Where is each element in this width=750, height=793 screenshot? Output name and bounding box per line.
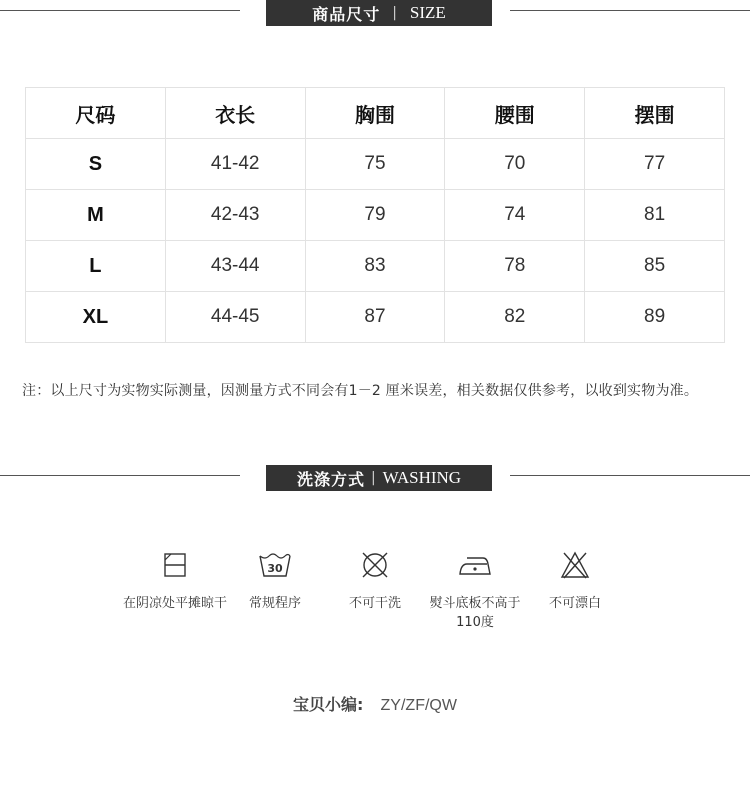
- bust-cell: 75: [305, 139, 445, 190]
- care-label: 常规程序: [248, 596, 301, 611]
- size-cell: XL: [26, 292, 166, 343]
- care-label: 在阴凉处平摊晾干: [122, 596, 227, 611]
- wash-title-en: WASHING: [382, 468, 462, 487]
- care-item-no-dry-clean: [320, 550, 430, 613]
- header-length: 衣长: [165, 88, 305, 139]
- size-cell: S: [26, 139, 166, 190]
- waist-cell: 78: [445, 241, 585, 292]
- care-label: 熨斗底板不高于110度: [429, 596, 521, 630]
- table-row: [26, 292, 725, 343]
- editor-credit: [0, 692, 750, 715]
- table-row: [26, 241, 725, 292]
- care-label: 不可干洗: [348, 596, 401, 611]
- size-title-en: SIZE: [409, 3, 446, 22]
- size-section-banner: [266, 0, 492, 26]
- dry-flat-shade-icon: [160, 550, 190, 580]
- care-item-iron-low: [420, 550, 530, 632]
- size-title-separator: |: [392, 5, 398, 21]
- size-section-header: [0, 0, 750, 26]
- wash-section-banner: [266, 465, 492, 491]
- waist-cell: 74: [445, 190, 585, 241]
- header-divider-right: [510, 10, 750, 11]
- size-cell: L: [26, 241, 166, 292]
- header-hem: 摆围: [585, 88, 725, 139]
- length-cell: 41-42: [165, 139, 305, 190]
- care-label: 不可漂白: [548, 596, 601, 611]
- header-divider-left: [0, 10, 240, 11]
- wash-30-icon: [257, 550, 293, 580]
- table-row: [26, 139, 725, 190]
- header-divider-left: [0, 475, 240, 476]
- wash-section-header: [0, 465, 750, 491]
- wash-title-cn: 洗涤方式: [296, 469, 365, 489]
- size-table: [25, 87, 725, 343]
- hem-cell: 89: [585, 292, 725, 343]
- no-bleach-icon: [559, 550, 591, 580]
- care-instructions: [0, 550, 750, 640]
- hem-cell: 85: [585, 241, 725, 292]
- wash-temp-text: 30: [267, 562, 283, 575]
- length-cell: 43-44: [165, 241, 305, 292]
- hem-cell: 77: [585, 139, 725, 190]
- waist-cell: 82: [445, 292, 585, 343]
- table-row: [26, 190, 725, 241]
- length-cell: 44-45: [165, 292, 305, 343]
- bust-cell: 79: [305, 190, 445, 241]
- header-bust: 胸围: [305, 88, 445, 139]
- iron-low-icon: [457, 550, 493, 580]
- waist-cell: 70: [445, 139, 585, 190]
- wash-title-separator: |: [370, 470, 377, 486]
- editor-label: 宝贝小编:: [293, 695, 364, 714]
- header-waist: 腰围: [445, 88, 585, 139]
- header-size: 尺码: [26, 88, 166, 139]
- bust-cell: 83: [305, 241, 445, 292]
- care-item-wash-30: [220, 550, 330, 613]
- length-cell: 42-43: [165, 190, 305, 241]
- measurement-note: 注：以上尺寸为实物实际测量，因测量方式不同会有1－2 厘米误差，相关数据仅供参考，以收到实物为准。: [22, 383, 699, 399]
- header-divider-right: [510, 475, 750, 476]
- size-title-cn: 商品尺寸: [312, 4, 381, 24]
- hem-cell: 81: [585, 190, 725, 241]
- no-dry-clean-icon: [359, 550, 391, 580]
- size-table-header-row: [26, 88, 725, 139]
- bust-cell: 87: [305, 292, 445, 343]
- care-item-no-bleach: [520, 550, 630, 613]
- size-cell: M: [26, 190, 166, 241]
- care-item-dry-flat: [120, 550, 230, 613]
- editor-value: ZY/ZF/QW: [380, 697, 457, 714]
